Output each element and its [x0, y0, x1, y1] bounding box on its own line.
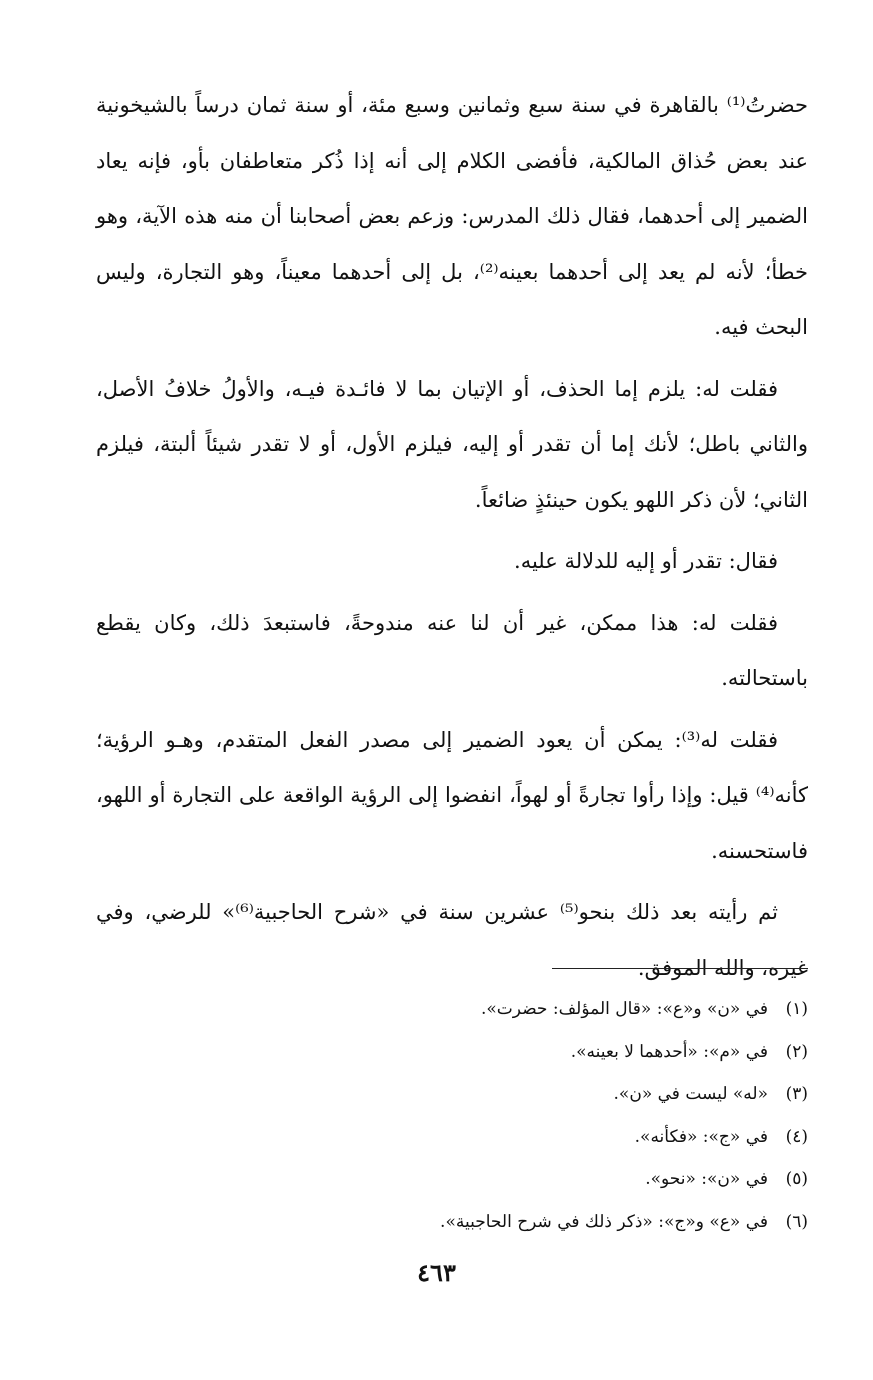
- page-number: ٤٦٣: [417, 1258, 456, 1287]
- footnote-number: (٦): [785, 1211, 808, 1232]
- footnote-text: في «ن» و«ع»: «قال المؤلف: حضرت».: [481, 999, 768, 1019]
- footnote-number: (٢): [785, 1041, 808, 1062]
- footnote-number: (١): [785, 999, 808, 1019]
- footnote-5: [96, 1158, 808, 1201]
- paragraph-2: فقلت له: يلزم إما الحذف، أو الإتيان بما لا فائـدة فيـه، والأولُ خلافُ الأصل، والثاني باطل؛ لأنك إما أن تقدر أو إليه، فيلزم الأول، أو لا تقدر شيئاً ألبتة، فيلزم الثاني؛ لأن ذكر اللهو يكون حينئذٍ ضائعاً.: [96, 376, 808, 512]
- paragraph-5: فقلت له⁽³⁾: يمكن أن يعود الضمير إلى مصدر الفعل المتقدم، وهـو الرؤية؛ كأنه⁽⁴⁾ قيل: وإذا رأوا تجارةً أو لهواً، انفضوا إلى الرؤية الواقعة على التجارة أو اللهو، فاستحسنه.: [96, 727, 808, 863]
- footnote-6: [96, 1201, 808, 1244]
- paragraph-6: ثم رأيته بعد ذلك بنحو⁽⁵⁾ عشرين سنة في «شرح الحاجبية⁽⁶⁾» للرضي، وفي غيره، والله الموفق.: [96, 900, 808, 980]
- footnote-number: (٤): [785, 1126, 808, 1147]
- paragraph-1: حضرتُ⁽¹⁾ بالقاهرة في سنة سبع وثمانين وسبع مئة، أو سنة ثمان درساً بالشيخونية عند بعض حُذاق المالكية، فأفضى الكلام إلى أنه إذا ذُكر متعاطفان بأو، فإنه يعاد الضمير إلى أحدهما، فقال ذلك المدرس: وزعم بعض أصحابنا أن منه هذه الآية، وهو خطأ؛ لأنه لم يعد إلى أحدهما بعينه⁽²⁾، بل إلى أحدهما معيناً، وهو التجارة، وليس البحث فيه.: [96, 93, 808, 339]
- paragraph-3: فقال: تقدر أو إليه للدلالة عليه.: [514, 549, 778, 573]
- footnote-text: في «م»: «أحدهما لا بعينه».: [570, 1041, 768, 1062]
- footnote-text: في «ن»: «نحو».: [645, 1169, 768, 1189]
- footnote-text: في «ج»: «فكأنه».: [634, 1126, 768, 1147]
- main-text: [96, 78, 808, 996]
- footnote-4: [96, 1116, 808, 1159]
- footnote-text: «له» ليست في «ن».: [613, 1084, 768, 1104]
- paragraph-4: فقلت له: هذا ممكن، غير أن لنا عنه مندوحةً، فاستبعدَ ذلك، وكان يقطع باستحالته.: [96, 610, 808, 690]
- footnote-divider: [552, 968, 808, 969]
- footnote-number: (٣): [785, 1084, 808, 1104]
- footnote-3: [96, 1073, 808, 1116]
- footnotes: [96, 988, 808, 1243]
- footnote-1: [96, 988, 808, 1031]
- footnote-2: [96, 1031, 808, 1074]
- footnote-number: (٥): [785, 1169, 808, 1189]
- footnote-text: في «ع» و«ج»: «ذكر ذلك في شرح الحاجبية».: [440, 1211, 768, 1232]
